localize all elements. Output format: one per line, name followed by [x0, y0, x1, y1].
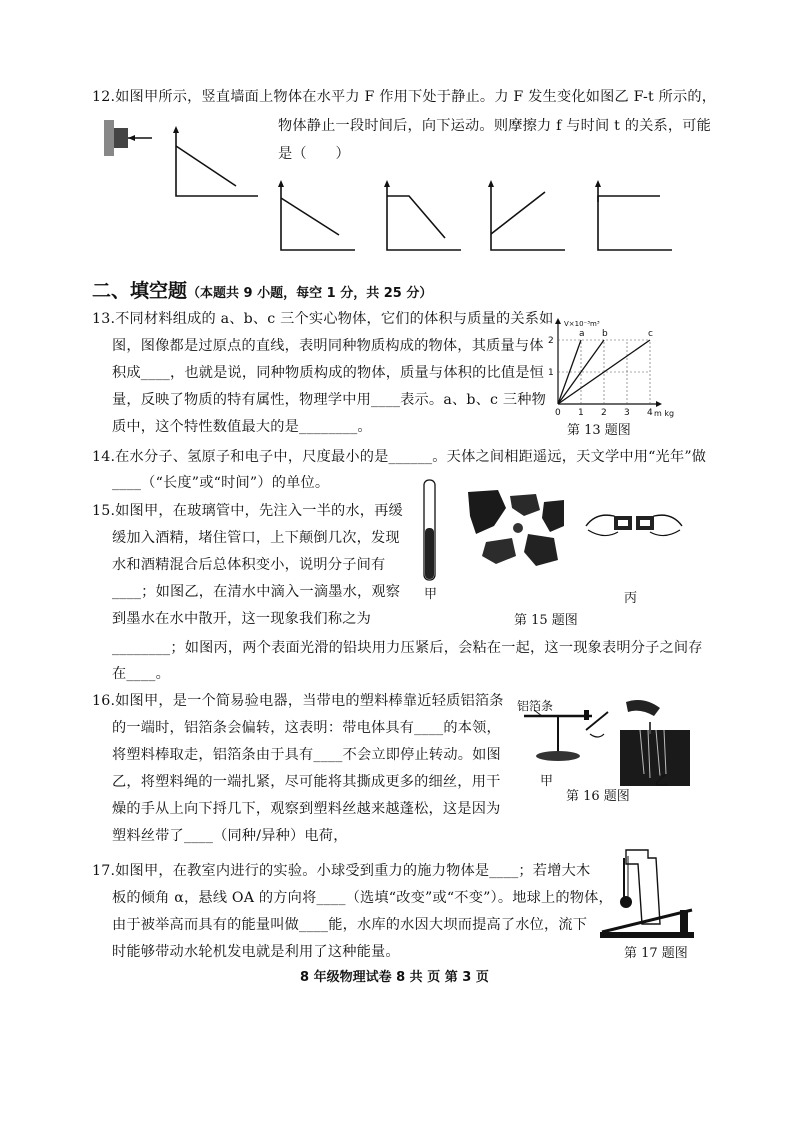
series-label-a: a	[579, 329, 585, 339]
series-label-b: b	[602, 329, 608, 339]
q17-line-1: 17.如图甲，在教室内进行的实验。小球受到重力的施力物体是____；若增大木	[92, 863, 591, 879]
q13-line-5: 质中，这个特性数值最大的是________。	[112, 419, 372, 435]
q12-line-2: 物体静止一段时间后，向下运动。则摩擦力 f 与时间 t 的关系，可能	[278, 118, 712, 134]
option-graph-d	[594, 180, 674, 252]
series-line-a	[558, 340, 581, 404]
q13-v-m-chart	[540, 318, 675, 418]
x-axis-arrow-icon	[656, 401, 662, 407]
q16-line-2: 的一端时，铝箔条会偏转，这表明：带电体具有____的本领，	[112, 720, 501, 736]
x-axis-label: m kg	[654, 409, 675, 418]
q15-line-7: 在____。	[112, 666, 170, 682]
y-axis-arrow-icon	[555, 318, 561, 324]
q16-caption: 第 16 题图	[566, 789, 630, 804]
q12-line-1: 12.如图甲所示，竖直墙面上物体在水平力 F 作用下处于静止。力 F 发生变化如图乙 F-t 所示的，	[92, 89, 717, 105]
wall-block-figure	[100, 116, 160, 162]
q15-line-1: 15.如图甲，在玻璃管中，先注入一半的水，再缓	[92, 503, 403, 519]
lead-blocks-hands-figure	[584, 500, 684, 548]
electroscope-figure	[514, 706, 614, 766]
glass-tube-figure	[418, 476, 442, 586]
q14-line-2: ____（“长度”或“时间”）的单位。	[112, 475, 330, 491]
q15-line-2: 缓加入酒精，堵住管口，上下颠倒几次，发现	[112, 530, 400, 546]
y-axis-label: V×10⁻³m³	[564, 320, 600, 328]
inclined-board-pendulum-figure	[598, 844, 696, 940]
q15-caption: 第 15 题图	[514, 613, 578, 628]
q16-label-yi: 乙	[655, 774, 669, 789]
option-graph-b	[383, 180, 463, 252]
q16-line-4: 乙，将塑料绳的一端扎紧，尽可能将其撕成更多的细丝，用干	[112, 774, 501, 790]
x-tick-label: 3	[624, 408, 630, 418]
q12-line-3: 是（ ）	[278, 146, 350, 162]
q15-line-3: 水和酒精混合后总体积变小，说明分子间有	[112, 557, 386, 573]
page-footer: 8 年级物理试卷 8 共 页 第 3 页	[300, 970, 489, 985]
q13-caption: 第 13 题图	[567, 423, 631, 438]
x-tick-label: 0	[555, 408, 561, 418]
q13-line-4: 量，反映了物质的特有属性，物理学中用____表示。a、b、c 三种物	[112, 392, 547, 408]
y-tick-label: 2	[548, 336, 554, 346]
x-tick-label: 2	[601, 408, 607, 418]
option-graph-a	[277, 180, 357, 252]
section-2-note: （本题共 9 小题，每空 1 分，共 25 分）	[187, 286, 433, 301]
f-t-graph	[170, 126, 260, 198]
q15-label-jia: 甲	[424, 587, 438, 602]
q16-line-6: 塑料丝带了____（同种/异种）电荷，	[112, 828, 348, 844]
option-graph-c	[487, 180, 567, 252]
x-tick-label: 1	[578, 408, 584, 418]
x-tick-label: 4	[647, 408, 653, 418]
q15-label-bing: 丙	[624, 591, 638, 606]
q16-label-jia: 甲	[540, 774, 554, 789]
q16-line-5: 燥的手从上向下捋几下，观察到塑料丝越来越蓬松，这是因为	[112, 801, 501, 817]
q17-line-2: 板的倾角 α，悬线 OA 的方向将____（选填“改变”或“不变”）。地球上的物体，	[112, 890, 613, 906]
ink-diffusion-photo	[466, 486, 566, 570]
q17-line-4: 时能够带动水轮机发电就是利用了这种能量。	[112, 944, 400, 960]
q13-line-3: 积成____，也就是说，同种物质构成的物体，质量与体积的比值是恒	[112, 365, 545, 381]
q13-line-1: 13.不同材料组成的 a、b、c 三个实心物体，它们的体积与质量的关系如	[92, 311, 554, 327]
y-tick-label: 1	[548, 368, 554, 378]
series-label-c: c	[648, 329, 653, 339]
q15-line-4: ____；如图乙，在清水中滴入一滴墨水，观察	[112, 584, 401, 600]
q16-foil-label: 铝箔条	[517, 699, 554, 713]
q15-line-5: 到墨水在水中散开，这一现象我们称之为	[112, 611, 371, 627]
q16-line-1: 16.如图甲，是一个简易验电器，当带电的塑料棒靠近轻质铝箔条	[92, 693, 504, 709]
q17-line-3: 由于被举高而具有的能量叫做____能，水库的水因大坝而提高了水位，流下	[112, 917, 588, 933]
q15-line-6: ________；如图丙，两个表面光滑的铅块用力压紧后，会粘在一起，这一现象表明分子之间存	[112, 640, 703, 656]
q16-line-3: 将塑料棒取走，铝箔条由于具有____不会立即停止转动。如图	[112, 747, 501, 763]
section-2-title: 二、填空题	[92, 280, 188, 302]
q14-line-1: 14.在水分子、氢原子和电子中，尺度最小的是______。天体之间相距遥远，天文学中用“光年”做	[92, 449, 707, 465]
section-2-heading	[92, 276, 432, 303]
q17-caption: 第 17 题图	[624, 946, 688, 961]
q13-line-2: 图，图像都是过原点的直线，表明同种物质构成的物体，其质量与体	[112, 338, 544, 354]
